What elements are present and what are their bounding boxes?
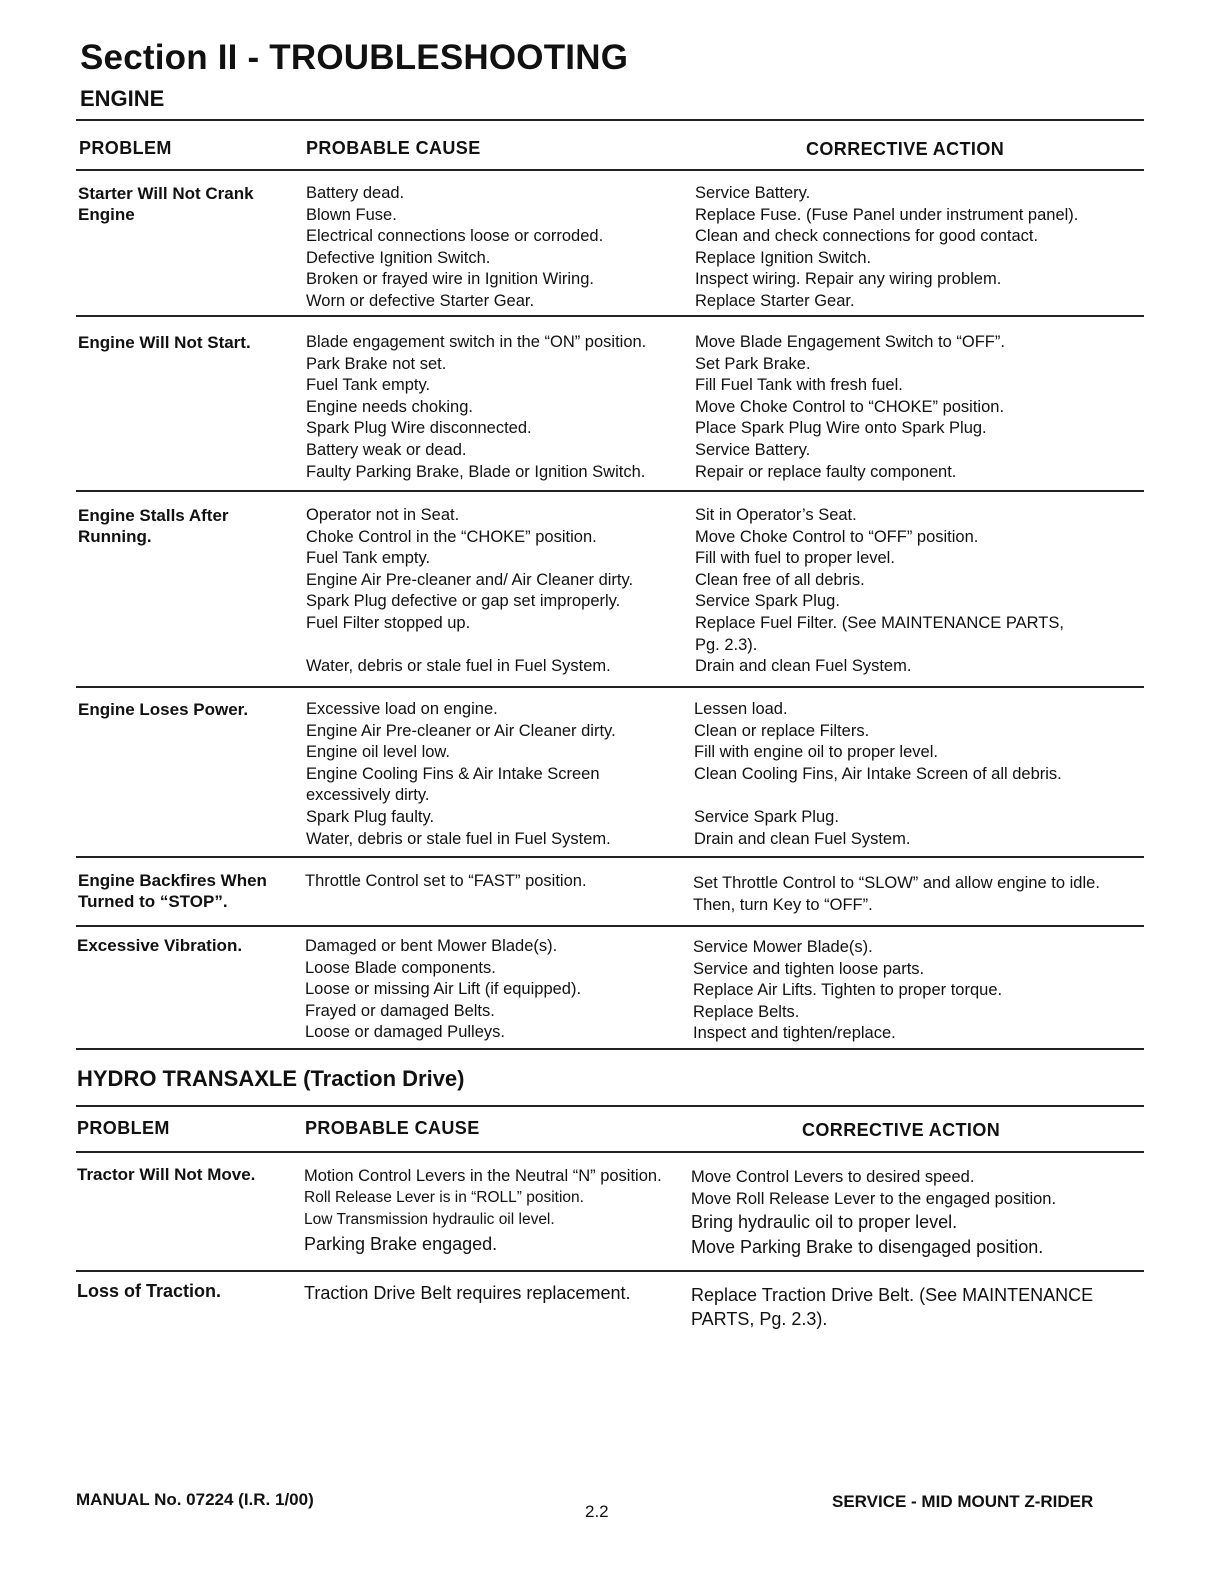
text-line: Pg. 2.3). xyxy=(695,635,758,654)
text-line: Move Control Levers to desired speed. xyxy=(691,1168,975,1186)
problem-cell xyxy=(77,1281,221,1302)
text-line: Replace Air Lifts. Tighten to proper torque. xyxy=(693,981,1003,1000)
text-line: Engine Backfires When xyxy=(78,871,267,890)
hydro-section-heading: HYDRO TRANSAXLE (Traction Drive) xyxy=(77,1066,465,1091)
text-line: Throttle Control set to “FAST” position. xyxy=(305,872,587,890)
divider xyxy=(76,1270,1144,1272)
problem-cell xyxy=(77,935,242,956)
divider xyxy=(76,1105,1144,1107)
text-line: Engine oil level low. xyxy=(306,743,451,762)
text-line: Fill with engine oil to proper level. xyxy=(694,743,938,762)
text-line: Bring hydraulic oil to proper level. xyxy=(691,1212,958,1232)
text-line: Replace Ignition Switch. xyxy=(695,248,872,267)
text-line: Frayed or damaged Belts. xyxy=(305,1001,495,1020)
text-line: Loss of Traction. xyxy=(77,1281,222,1301)
divider xyxy=(76,856,1144,858)
divider xyxy=(76,925,1144,927)
problem-cell xyxy=(78,183,254,225)
action-cell xyxy=(691,1283,1093,1331)
text-line: Engine Cooling Fins & Air Intake Screen xyxy=(306,764,600,783)
text-line: Broken or frayed wire in Ignition Wiring. xyxy=(306,270,594,289)
action-cell xyxy=(693,937,1002,1045)
text-line: Engine needs choking. xyxy=(306,397,473,416)
text-line: Water, debris or stale fuel in Fuel System. xyxy=(306,829,611,848)
text-line: Battery weak or dead. xyxy=(306,440,467,459)
text-line: Repair or replace faulty component. xyxy=(695,462,957,481)
header-probable-cause: PROBABLE CAUSE xyxy=(306,138,481,158)
action-cell xyxy=(694,699,1062,850)
text-line: Choke Control in the “CHOKE” position. xyxy=(306,527,597,546)
problem-cell xyxy=(77,1164,255,1185)
text-line: Damaged or bent Mower Blade(s). xyxy=(305,937,558,955)
cause-cell xyxy=(304,1281,630,1305)
text-line: Lessen load. xyxy=(694,700,788,718)
text-line: Worn or defective Starter Gear. xyxy=(306,291,535,310)
text-line: Water, debris or stale fuel in Fuel System. xyxy=(306,657,611,676)
text-line: Blown Fuse. xyxy=(306,205,397,224)
problem-cell xyxy=(78,699,248,720)
divider xyxy=(76,119,1144,121)
text-line: Sit in Operator’s Seat. xyxy=(695,506,857,524)
text-line: Running. xyxy=(78,527,152,546)
divider xyxy=(76,686,1144,688)
divider xyxy=(76,490,1144,492)
text-line: Spark Plug defective or gap set improperly. xyxy=(306,592,621,611)
text-line: Move Blade Engagement Switch to “OFF”. xyxy=(695,333,1005,351)
action-cell xyxy=(695,332,1005,483)
header-corrective-action: CORRECTIVE ACTION xyxy=(806,139,1005,159)
engine-section-heading: ENGINE xyxy=(80,86,165,111)
text-line: Set Park Brake. xyxy=(695,354,811,373)
text-line: Then, turn Key to “OFF”. xyxy=(693,895,873,914)
divider xyxy=(76,315,1144,317)
cause-cell xyxy=(306,505,633,678)
header-probable-cause: PROBABLE CAUSE xyxy=(305,1118,480,1138)
text-line: Fuel Tank empty. xyxy=(306,376,431,395)
text-line: Operator not in Seat. xyxy=(306,506,460,524)
text-line: Engine Will Not Start. xyxy=(78,333,251,352)
text-line: Spark Plug faulty. xyxy=(306,807,435,826)
text-line: Service Spark Plug. xyxy=(694,807,839,826)
text-line: Turned to “STOP”. xyxy=(78,892,228,911)
text-line: Drain and clean Fuel System. xyxy=(695,657,912,676)
text-line: Drain and clean Fuel System. xyxy=(694,829,911,848)
text-line: Tractor Will Not Move. xyxy=(77,1165,256,1184)
text-line: Engine Stalls After xyxy=(78,506,229,525)
problem-cell xyxy=(78,505,229,547)
cause-cell xyxy=(304,1165,662,1257)
text-line: excessively dirty. xyxy=(306,786,430,805)
text-line: Excessive Vibration. xyxy=(77,936,243,955)
action-cell xyxy=(695,505,1064,678)
text-line: Spark Plug Wire disconnected. xyxy=(306,419,532,438)
text-line: Service and tighten loose parts. xyxy=(693,959,925,978)
text-line: Move Roll Release Lever to the engaged position. xyxy=(691,1190,1057,1208)
text-line: Service Mower Blade(s). xyxy=(693,938,873,956)
text-line: Battery dead. xyxy=(306,184,405,202)
page-title: Section II - TROUBLESHOOTING xyxy=(80,38,629,77)
text-line: Service Battery. xyxy=(695,184,811,202)
text-line: Loose or damaged Pulleys. xyxy=(305,1023,505,1042)
text-line: Faulty Parking Brake, Blade or Ignition Switch. xyxy=(306,462,646,481)
text-line: Traction Drive Belt requires replacement. xyxy=(304,1283,631,1303)
text-line: Inspect and tighten/replace. xyxy=(693,1024,896,1043)
action-cell xyxy=(693,873,1100,916)
text-line: Clean and check connections for good contact. xyxy=(695,227,1039,246)
footer-title: SERVICE - MID MOUNT Z-RIDER xyxy=(832,1492,1094,1511)
text-line: Replace Traction Drive Belt. (See MAINTENANCE xyxy=(691,1285,1094,1305)
page-number: 2.2 xyxy=(585,1502,609,1521)
text-line: PARTS, Pg. 2.3). xyxy=(691,1309,828,1329)
text-line: Loose or missing Air Lift (if equipped). xyxy=(305,980,582,999)
text-line: Clean Cooling Fins, Air Intake Screen of all debris. xyxy=(694,764,1062,783)
text-line: Clean free of all debris. xyxy=(695,570,865,589)
text-line: Low Transmission hydraulic oil level. xyxy=(304,1211,555,1228)
header-corrective-action: CORRECTIVE ACTION xyxy=(802,1120,1001,1140)
cause-cell xyxy=(305,871,587,893)
text-line: Park Brake not set. xyxy=(306,354,447,373)
text-line: Engine Air Pre-cleaner or Air Cleaner dirty. xyxy=(306,721,616,740)
text-line: Roll Release Lever is in “ROLL” position. xyxy=(304,1189,584,1206)
text-line: Engine Loses Power. xyxy=(78,700,249,719)
text-line: Service Spark Plug. xyxy=(695,592,840,611)
text-line: Place Spark Plug Wire onto Spark Plug. xyxy=(695,419,987,438)
divider xyxy=(76,1048,1144,1050)
cause-cell xyxy=(305,936,581,1044)
text-line: Set Throttle Control to “SLOW” and allow engine to idle. xyxy=(693,874,1100,892)
text-line: Starter Will Not Crank xyxy=(78,184,254,203)
text-line: Inspect wiring. Repair any wiring problem. xyxy=(695,270,1002,289)
text-line xyxy=(694,785,1062,807)
text-line: Defective Ignition Switch. xyxy=(306,248,491,267)
text-line: Fuel Tank empty. xyxy=(306,549,431,568)
text-line: Service Battery. xyxy=(695,440,811,459)
text-line: Excessive load on engine. xyxy=(306,700,498,718)
text-line: Loose Blade components. xyxy=(305,958,496,977)
text-line: Electrical connections loose or corroded. xyxy=(306,227,604,246)
text-line: Move Choke Control to “OFF” position. xyxy=(695,527,979,546)
text-line: Fill with fuel to proper level. xyxy=(695,549,895,568)
text-line: Replace Belts. xyxy=(693,1002,800,1021)
divider xyxy=(76,1151,1144,1153)
text-line: Clean or replace Filters. xyxy=(694,721,870,740)
text-line: Motion Control Levers in the Neutral “N” position. xyxy=(304,1167,662,1185)
cause-cell xyxy=(306,699,616,850)
text-line: Replace Fuse. (Fuse Panel under instrument panel). xyxy=(695,205,1079,224)
text-line xyxy=(306,635,633,657)
cause-cell xyxy=(306,332,646,483)
text-line: Parking Brake engaged. xyxy=(304,1234,498,1254)
divider xyxy=(76,169,1144,171)
text-line: Fuel Filter stopped up. xyxy=(306,613,471,632)
text-line: Replace Fuel Filter. (See MAINTENANCE PARTS, xyxy=(695,613,1064,632)
header-problem: PROBLEM xyxy=(77,1118,170,1138)
text-line: Replace Starter Gear. xyxy=(695,291,855,310)
text-line: Engine Air Pre-cleaner and/ Air Cleaner dirty. xyxy=(306,570,634,589)
cause-cell xyxy=(306,183,603,313)
text-line: Blade engagement switch in the “ON” position. xyxy=(306,333,647,351)
text-line: Move Parking Brake to disengaged position. xyxy=(691,1237,1044,1257)
header-problem: PROBLEM xyxy=(79,138,172,158)
text-line: Fill Fuel Tank with fresh fuel. xyxy=(695,376,903,395)
action-cell xyxy=(691,1166,1056,1260)
text-line: Engine xyxy=(78,205,135,224)
text-line: Move Choke Control to “CHOKE” position. xyxy=(695,397,1005,416)
problem-cell xyxy=(78,870,267,912)
manual-number: MANUAL No. 07224 (I.R. 1/00) xyxy=(76,1490,314,1509)
problem-cell xyxy=(78,332,251,353)
action-cell xyxy=(695,183,1078,313)
